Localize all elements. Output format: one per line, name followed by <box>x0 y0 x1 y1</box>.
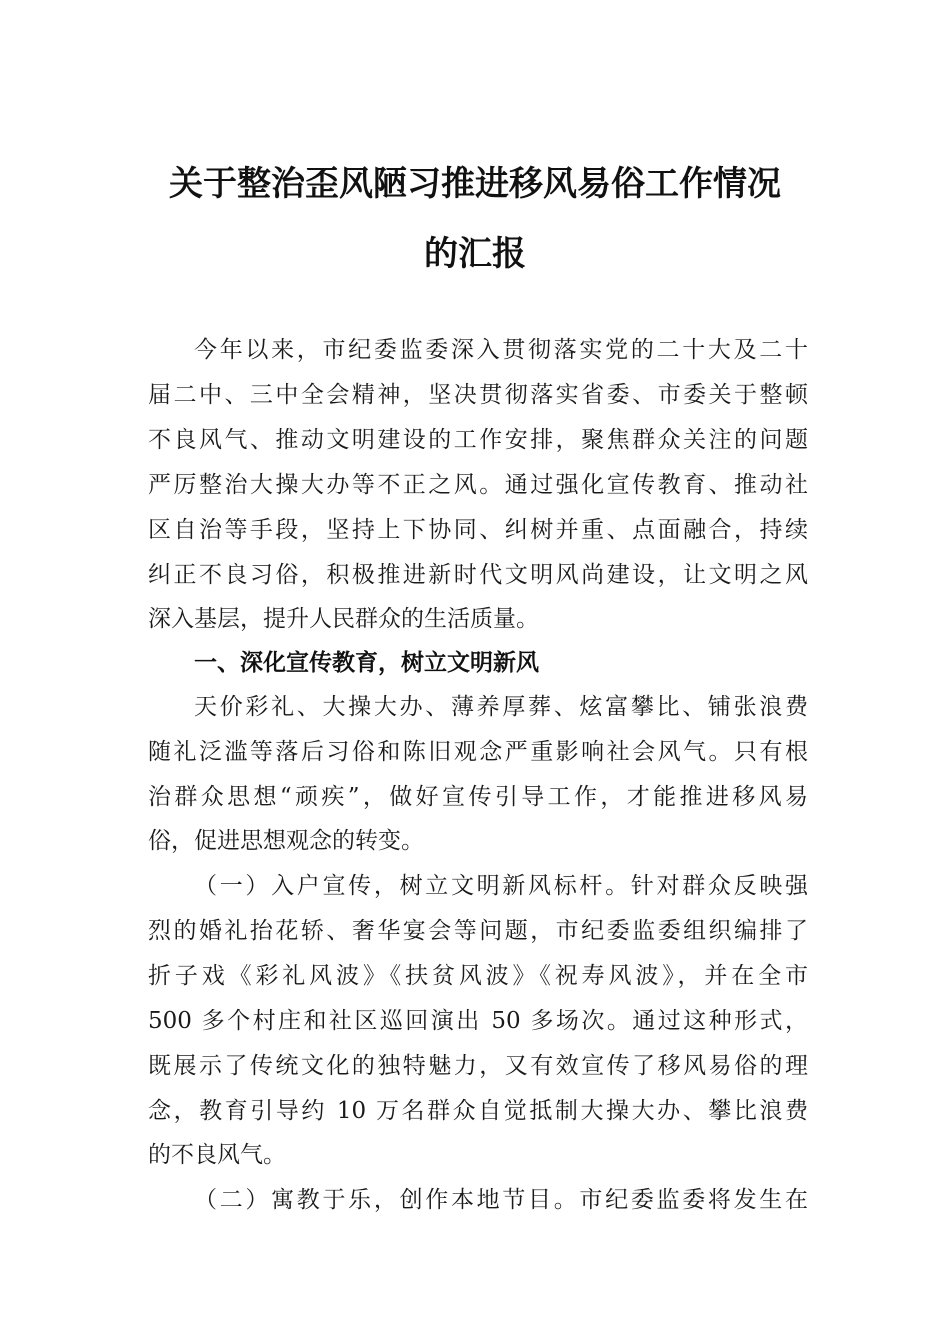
sub2-line: （二）寓教于乐，创作本地节目。市纪委监委将发生在 <box>194 1187 808 1213</box>
section-heading: 一、深化宣传教育，树立文明新风 <box>194 650 539 676</box>
sub1-line: 的不良风气。 <box>148 1142 286 1168</box>
intro-line: 深入基层，提升人民群众的生活质量。 <box>148 606 539 632</box>
document-title-line-1: 关于整治歪风陋习推进移风易俗工作情况 <box>169 164 781 204</box>
document-title-line-2: 的汇报 <box>424 234 526 274</box>
intro-line: 纠正不良习俗，积极推进新时代文明风尚建设，让文明之风 <box>148 562 808 588</box>
sub1-line: 烈的婚礼抬花轿、奢华宴会等问题，市纪委监委组织编排了 <box>148 918 808 944</box>
intro-line: 届二中、三中全会精神，坚决贯彻落实省委、市委关于整顿 <box>148 382 808 408</box>
intro-line: 严厉整治大操大办等不正之风。通过强化宣传教育、推动社 <box>148 472 808 498</box>
sub1-line: 500 多个村庄和社区巡回演出 50 多场次。通过这种形式， <box>148 1008 808 1034</box>
sub1-line: 折子戏《彩礼风波》《扶贫风波》《祝寿风波》，并在全市 <box>148 963 808 989</box>
section1-line: 治群众思想“顽疾”，做好宣传引导工作，才能推进移风易 <box>148 784 808 810</box>
intro-line: 不良风气、推动文明建设的工作安排，聚焦群众关注的问题 <box>148 427 808 453</box>
sub1-line: 念，教育引导约 10 万名群众自觉抵制大操大办、攀比浪费 <box>148 1098 808 1124</box>
intro-line: 今年以来，市纪委监委深入贯彻落实党的二十大及二十 <box>194 337 808 363</box>
section1-line: 随礼泛滥等落后习俗和陈旧观念严重影响社会风气。只有根 <box>148 739 808 765</box>
sub1-line: （一）入户宣传，树立文明新风标杆。针对群众反映强 <box>194 873 808 899</box>
section1-line: 天价彩礼、大操大办、薄养厚葬、炫富攀比、铺张浪费 <box>194 694 808 720</box>
section1-line: 俗，促进思想观念的转变。 <box>148 828 424 854</box>
sub1-line: 既展示了传统文化的独特魅力，又有效宣传了移风易俗的理 <box>148 1053 808 1079</box>
intro-line: 区自治等手段，坚持上下协同、纠树并重、点面融合，持续 <box>148 517 808 543</box>
